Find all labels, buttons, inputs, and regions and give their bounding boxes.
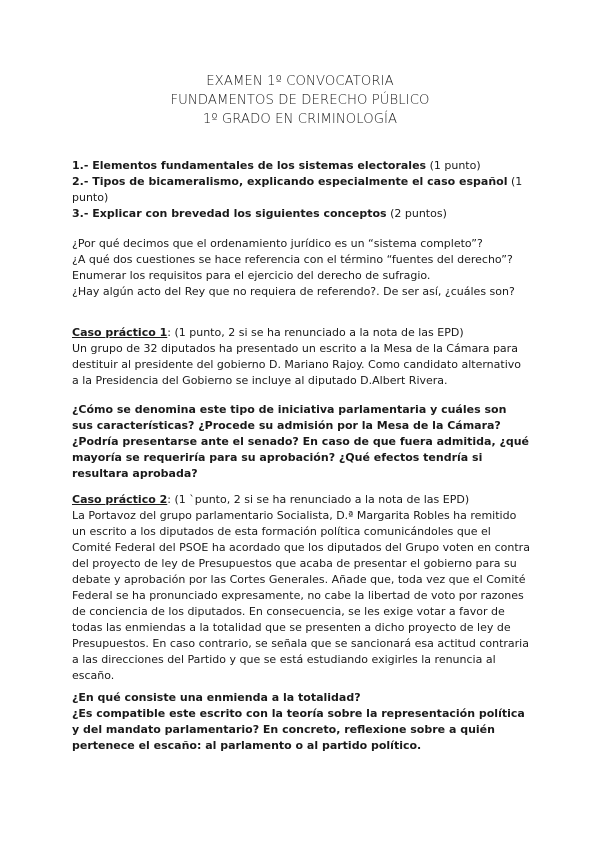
concept-question-1: ¿Por qué decimos que el ordenamiento jurídico es un “sistema completo”?: [72, 237, 483, 250]
concept-question-4: ¿Hay algún acto del Rey que no requiera de referendo?. De ser así, ¿cuáles son?: [72, 285, 515, 298]
concept-questions: [72, 236, 530, 300]
theory-question-1: 1.- Elementos fundamentales de los sistemas electorales (1 punto): [72, 159, 481, 172]
case-1-text: Un grupo de 32 diputados ha presentado un escrito a la Mesa de la Cámara para destituir al presidente del gobierno D. Mariano Rajoy. Como candidato alternativo a la Presidencia del Gobierno se incluye al diputado D.Albert Rivera.: [72, 342, 521, 387]
exam-title-line-2: FUNDAMENTOS DE DERECHO PÚBLICO: [170, 93, 430, 108]
theory-question-2: 2.- Tipos de bicameralismo, explicando especialmente el caso español (1 punto): [72, 175, 523, 204]
case-2-note: : (1 `punto, 2 si se ha renunciado a la nota de las EPD): [167, 493, 470, 506]
case-2: [72, 492, 530, 684]
case-2-questions: [72, 690, 530, 754]
theory-question-3: 3.- Explicar con brevedad los siguientes conceptos (2 puntos): [72, 207, 447, 220]
exam-title-line-3: 1º GRADO EN CRIMINOLOGÍA: [202, 112, 398, 127]
concept-question-2: ¿A qué dos cuestiones se hace referencia con el término “fuentes del derecho”?: [72, 253, 513, 266]
theory-questions: [72, 158, 530, 222]
case-1-title: Caso práctico 1: [72, 326, 168, 339]
case-2-title: Caso práctico 2: [72, 493, 168, 506]
case-2-question-1: ¿En qué consiste una enmienda a la totalidad?: [72, 691, 361, 704]
case-2-text: La Portavoz del grupo parlamentario Socialista, D.ª Margarita Robles ha remitido un escrito a los diputados de esta formación política comunicándoles que el Comité Federal del PSOE ha acordado que los diputados del Grupo voten en contra del proyecto de ley de Presupuestos que acaba de presentar el gobierno para su debate y aprobación por las Cortes Generales. Añade que, toda vez que el Comité Federal se ha pronunciado expresamente, no cabe la libertad de voto por razones de conciencia de los diputados. En consecuencia, se les exige votar a favor de todas las enmiendas a la totalidad que se presenten a dicho proyecto de ley de Presupuestos. En caso contrario, se señala que se sancionará esa actitud contraria a las direcciones del Partido y que se está estudiando exigirles la renuncia al escaño.: [72, 509, 530, 682]
case-2-question-2: ¿Es compatible este escrito con la teoría sobre la representación política y del mandato parlamentario? En concreto, reflexione sobre a quién pertenece el escaño: al parlamento o al partido político.: [72, 707, 525, 752]
case-1: [72, 325, 530, 389]
case-1-heading: [72, 325, 530, 341]
case-1-note: : (1 punto, 2 si se ha renunciado a la nota de las EPD): [167, 326, 464, 339]
case-2-heading: [72, 492, 530, 508]
exam-title-line-1: EXAMEN 1º CONVOCATORIA: [206, 74, 394, 89]
concept-question-3: Enumerar los requisitos para el ejercicio del derecho de sufragio.: [72, 269, 431, 282]
case-1-question: ¿Cómo se denomina este tipo de iniciativa parlamentaria y cuáles son sus características? ¿Procede su admisión por la Mesa de la Cámara? ¿Podría presentarse ante el senado? En caso de que fuera admitida, ¿qué mayoría se requeriría para su aprobación? ¿Qué efectos tendría si resultara aprobada?: [72, 403, 530, 480]
